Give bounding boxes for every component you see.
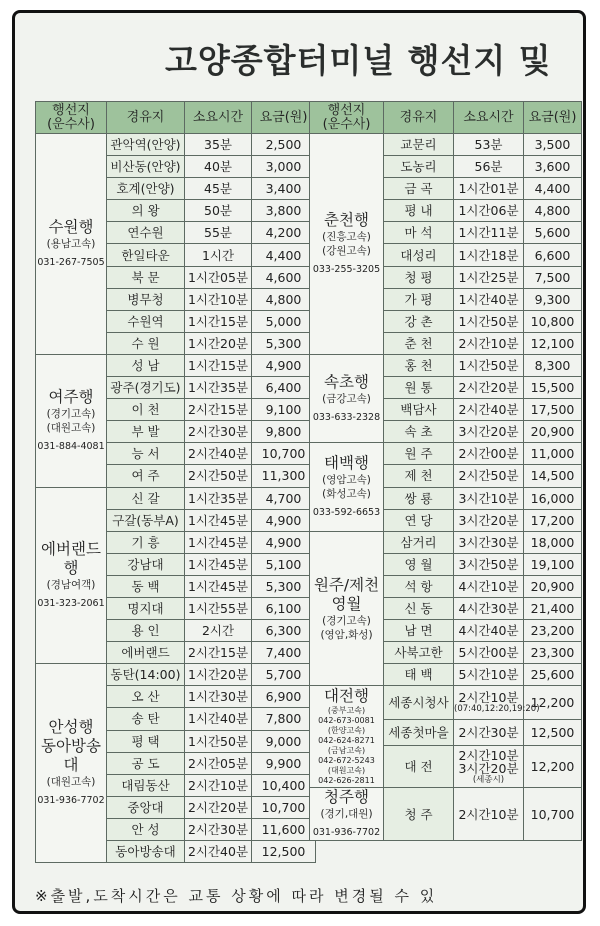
fare: 21,400 — [524, 597, 582, 619]
via-stop: 관악역(안양) — [107, 134, 185, 156]
destination-name: 원주/제천 — [313, 575, 380, 594]
via-stop: 교문리 — [384, 134, 454, 156]
travel-time: 4시간30분 — [454, 597, 524, 619]
travel-time: 50분 — [185, 200, 252, 222]
travel-time: 2시간05분 — [185, 752, 252, 774]
fare: 17,500 — [524, 399, 582, 421]
via-stop: 청 평 — [384, 266, 454, 288]
via-stop: 용 인 — [107, 620, 185, 642]
via-stop: 중앙대 — [107, 796, 185, 818]
via-stop: 대림동산 — [107, 774, 185, 796]
fare: 8,300 — [524, 354, 582, 376]
travel-time: 1시간40분 — [454, 288, 524, 310]
via-stop: 신 동 — [384, 597, 454, 619]
travel-time: 2시간10분 — [454, 332, 524, 354]
operator-name: (경남여객) — [46, 578, 96, 591]
travel-time: 2시간40분 — [185, 443, 252, 465]
via-stop: 에버랜드 — [107, 642, 185, 664]
travel-time: 1시간55분 — [185, 597, 252, 619]
fare: 5,300 — [252, 575, 316, 597]
destination-header: 행선지 (운수사) — [310, 102, 384, 134]
table-row — [36, 664, 316, 686]
fare: 4,800 — [524, 200, 582, 222]
travel-time-value: 2시간10분 — [458, 690, 519, 706]
destination-name: 수원행 — [48, 217, 94, 236]
fare: 20,900 — [524, 421, 582, 443]
travel-time: 2시간20분 — [454, 377, 524, 399]
travel-time: 1시간10분 — [185, 288, 252, 310]
via-stop: 동 백 — [107, 575, 185, 597]
via-stop: 영 월 — [384, 553, 454, 575]
travel-time: 2시간50분 — [454, 465, 524, 487]
fare: 3,800 — [252, 200, 316, 222]
fare: 11,300 — [252, 465, 316, 487]
destination-header: 행선지 (운수사) — [36, 102, 107, 134]
travel-time: 1시간15분 — [185, 310, 252, 332]
travel-time: 2시간10분 — [454, 788, 524, 841]
via-stop: 평 내 — [384, 200, 454, 222]
destination-cell — [310, 531, 384, 686]
travel-time: 3시간20분 — [454, 421, 524, 443]
via-stop: 오 산 — [107, 686, 185, 708]
destination-name: 동아방송대 — [41, 737, 101, 775]
operator-name: (영암고속) — [322, 474, 371, 486]
fare: 5,100 — [252, 553, 316, 575]
destination-cell — [310, 354, 384, 442]
via-stop: 세종시청사 — [384, 686, 454, 720]
via-stop: 백담사 — [384, 399, 454, 421]
via-stop: 삼거리 — [384, 531, 454, 553]
time-note: (07:40,12:20,19:20) — [454, 704, 540, 715]
table-row — [310, 788, 582, 841]
fare: 10,700 — [252, 443, 316, 465]
via-stop: 춘 천 — [384, 332, 454, 354]
via-stop: 이 천 — [107, 399, 185, 421]
fare: 10,400 — [252, 774, 316, 796]
travel-time — [454, 720, 524, 746]
travel-time: 2시간15분 — [185, 399, 252, 421]
fare: 12,500 — [252, 841, 316, 863]
operator-name: (강원고속) — [322, 244, 371, 257]
travel-time: 2시간10분 — [185, 774, 252, 796]
fare: 5,000 — [252, 310, 316, 332]
operator-name: (화성고속) — [322, 488, 371, 500]
phone-number: 031-936-7702 — [37, 795, 105, 807]
fare: 5,700 — [252, 664, 316, 686]
travel-time: 1시간35분 — [185, 377, 252, 399]
travel-time: 1시간01분 — [454, 178, 524, 200]
travel-time: 2시간 — [185, 620, 252, 642]
fare: 23,200 — [524, 620, 582, 642]
via-stop: 한일타운 — [107, 244, 185, 266]
travel-time: 2시간30분 — [185, 421, 252, 443]
destination-name: 대전행 — [324, 687, 369, 706]
fare: 3,600 — [524, 156, 582, 178]
via-stop: 구갈(동부A) — [107, 509, 185, 531]
via-stop: 속 초 — [384, 421, 454, 443]
fare: 7,400 — [252, 642, 316, 664]
via-stop: 수 원 — [107, 332, 185, 354]
destination-name: 여주행 — [48, 387, 94, 406]
operator-contact: 042-626-2811 — [318, 776, 375, 786]
travel-time: 1시간50분 — [454, 354, 524, 376]
operator-contact: (대원고속) — [327, 766, 366, 776]
fare: 5,600 — [524, 222, 582, 244]
fare: 4,600 — [252, 266, 316, 288]
fare: 6,300 — [252, 620, 316, 642]
via-stop: 동탄(14:00) — [107, 664, 185, 686]
fare: 4,900 — [252, 354, 316, 376]
fare: 12,200 — [524, 746, 582, 788]
travel-time: 2시간40분 — [185, 841, 252, 863]
travel-time: 1시간 — [185, 244, 252, 266]
destination-cell — [310, 134, 384, 355]
fare: 11,600 — [252, 818, 316, 840]
phone-number: 031-267-7505 — [37, 256, 105, 268]
fare: 16,000 — [524, 487, 582, 509]
travel-time: 1시간50분 — [185, 730, 252, 752]
fare: 3,400 — [252, 178, 316, 200]
travel-time: 3시간20분 — [454, 509, 524, 531]
fare: 4,900 — [252, 531, 316, 553]
travel-time: 1시간25분 — [454, 266, 524, 288]
travel-time: 1시간50분 — [454, 310, 524, 332]
travel-time: 1시간40분 — [185, 708, 252, 730]
fare: 9,000 — [252, 730, 316, 752]
via-stop: 제 천 — [384, 465, 454, 487]
fare: 23,300 — [524, 642, 582, 664]
fare: 4,700 — [252, 487, 316, 509]
travel-time-value: 3시간20분 — [458, 760, 519, 776]
travel-time: 1시간45분 — [185, 575, 252, 597]
via-stop: 대성리 — [384, 244, 454, 266]
travel-time-value: 2시간10분 — [458, 747, 519, 763]
operator-name: (영암,화성) — [320, 628, 373, 641]
operator-name: (금강고속) — [322, 392, 371, 405]
fare: 10,800 — [524, 310, 582, 332]
travel-time: 56분 — [454, 156, 524, 178]
fare: 15,500 — [524, 377, 582, 399]
operator-name: (대원고속) — [46, 421, 96, 434]
fare: 18,000 — [524, 531, 582, 553]
fare: 9,800 — [252, 421, 316, 443]
schedule-board — [12, 10, 586, 914]
destination-name: 에버랜드행 — [41, 539, 101, 577]
table-row — [310, 531, 582, 553]
fare: 4,800 — [252, 288, 316, 310]
travel-time: 1시간30분 — [185, 686, 252, 708]
left-fare-table — [35, 101, 316, 863]
destination-name: 춘천행 — [324, 210, 369, 229]
fare: 4,900 — [252, 509, 316, 531]
operator-contact: 042-672-5243 — [318, 756, 375, 766]
via-stop: 연 당 — [384, 509, 454, 531]
phone-number: 031-323-2061 — [37, 597, 105, 609]
via-stop: 평 택 — [107, 730, 185, 752]
via-stop: 비산동(안양) — [107, 156, 185, 178]
via-stop: 대 전 — [384, 746, 454, 788]
via-stop: 마 석 — [384, 222, 454, 244]
travel-time: 5시간00분 — [454, 642, 524, 664]
phone-number: 031-936-7702 — [312, 827, 381, 839]
phone-number: 033-592-6653 — [312, 507, 381, 518]
travel-time: 2시간00분 — [454, 443, 524, 465]
travel-time: 35분 — [185, 134, 252, 156]
via-header: 경유지 — [107, 102, 185, 134]
table-row — [36, 354, 316, 376]
travel-time: 1시간45분 — [185, 531, 252, 553]
via-stop: 쌍 룡 — [384, 487, 454, 509]
via-stop: 원 주 — [384, 443, 454, 465]
destination-cell — [310, 686, 384, 788]
via-stop: 부 발 — [107, 421, 185, 443]
header-row — [36, 102, 316, 134]
operator-name: (경기,대원) — [320, 808, 373, 821]
travel-time: 53분 — [454, 134, 524, 156]
travel-time: 55분 — [185, 222, 252, 244]
fare: 2,500 — [252, 134, 316, 156]
fare: 9,300 — [524, 288, 582, 310]
fare: 3,000 — [252, 156, 316, 178]
footer-note: ※출발,도착시간은 교통 상황에 따라 변경될 수 있 — [35, 887, 438, 905]
travel-time: 1시간20분 — [185, 332, 252, 354]
via-stop: 광주(경기도) — [107, 377, 185, 399]
table-row — [36, 487, 316, 509]
via-stop: 세종첫마을 — [384, 720, 454, 746]
via-stop: 사북고한 — [384, 642, 454, 664]
via-stop: 북 문 — [107, 266, 185, 288]
via-stop: 송 탄 — [107, 708, 185, 730]
travel-time: 1시간20분 — [185, 664, 252, 686]
travel-time: 3시간30분 — [454, 531, 524, 553]
via-stop: 남 면 — [384, 620, 454, 642]
via-stop: 수원역 — [107, 310, 185, 332]
table-row — [310, 443, 582, 465]
travel-time: 4시간40분 — [454, 620, 524, 642]
travel-time-value: 2시간30분 — [458, 725, 519, 741]
fare: 11,000 — [524, 443, 582, 465]
via-stop: 안 성 — [107, 818, 185, 840]
fare: 25,600 — [524, 664, 582, 686]
fare-header: 요금(원) — [252, 102, 316, 134]
via-stop: 원 통 — [384, 377, 454, 399]
operator-name: (용남고속) — [46, 237, 96, 250]
travel-time: 2시간40분 — [454, 399, 524, 421]
via-stop: 동아방송대 — [107, 841, 185, 863]
destination-name: 영월 — [331, 594, 362, 613]
fare: 6,400 — [252, 377, 316, 399]
duration-header: 소요시간 — [185, 102, 252, 134]
fare: 4,200 — [252, 222, 316, 244]
travel-time: 4시간10분 — [454, 575, 524, 597]
header-row — [310, 102, 582, 134]
fare: 7,500 — [524, 266, 582, 288]
travel-time: 40분 — [185, 156, 252, 178]
travel-time: 2시간15분 — [185, 642, 252, 664]
via-stop: 여 주 — [107, 465, 185, 487]
via-stop: 공 도 — [107, 752, 185, 774]
via-stop: 태 백 — [384, 664, 454, 686]
fare: 12,100 — [524, 332, 582, 354]
fare: 14,500 — [524, 465, 582, 487]
travel-time: 45분 — [185, 178, 252, 200]
fare: 4,400 — [524, 178, 582, 200]
fare: 19,100 — [524, 553, 582, 575]
travel-time: 2시간50분 — [185, 465, 252, 487]
travel-time: 1시간18분 — [454, 244, 524, 266]
fare: 5,300 — [252, 332, 316, 354]
travel-time — [454, 746, 524, 788]
operator-contact: 042-624-8271 — [318, 736, 375, 746]
travel-time: 2시간20분 — [185, 796, 252, 818]
destination-name: 안성행 — [48, 718, 94, 737]
fare: 10,700 — [524, 788, 582, 841]
fare: 10,700 — [252, 796, 316, 818]
fare: 9,900 — [252, 752, 316, 774]
destination-name: 태백행 — [324, 454, 369, 472]
operator-name: (경기고속) — [322, 614, 371, 627]
travel-time: 1시간35분 — [185, 487, 252, 509]
table-row — [310, 354, 582, 376]
destination-name: 청주행 — [324, 788, 369, 807]
travel-time: 1시간15분 — [185, 354, 252, 376]
destination-cell — [36, 354, 107, 487]
right-fare-table — [309, 101, 582, 841]
operator-name: (경기고속) — [46, 407, 96, 420]
via-stop: 신 갈 — [107, 487, 185, 509]
fare: 12,200 — [524, 686, 582, 720]
operator-contact: (중부고속) — [327, 706, 366, 716]
fare: 6,600 — [524, 244, 582, 266]
travel-time: 2시간30분 — [185, 818, 252, 840]
travel-time: 1시간45분 — [185, 553, 252, 575]
via-stop: 금 곡 — [384, 178, 454, 200]
fare: 7,800 — [252, 708, 316, 730]
destination-cell — [36, 664, 107, 863]
travel-time: 1시간11분 — [454, 222, 524, 244]
fare: 9,100 — [252, 399, 316, 421]
travel-time: 1시간05분 — [185, 266, 252, 288]
travel-time: 3시간10분 — [454, 487, 524, 509]
fare: 3,500 — [524, 134, 582, 156]
via-stop: 연수원 — [107, 222, 185, 244]
via-header: 경유지 — [384, 102, 454, 134]
table-row — [36, 134, 316, 156]
via-stop: 도농리 — [384, 156, 454, 178]
phone-number: 033-255-3205 — [312, 263, 381, 275]
via-stop: 강남대 — [107, 553, 185, 575]
travel-time: 5시간10분 — [454, 664, 524, 686]
via-stop: 능 서 — [107, 443, 185, 465]
fare-header: 요금(원) — [524, 102, 582, 134]
phone-number: 031-884-4081 — [37, 440, 105, 452]
travel-time — [454, 686, 540, 720]
via-stop: 병무청 — [107, 288, 185, 310]
travel-time: 1시간06분 — [454, 200, 524, 222]
travel-time: 1시간45분 — [185, 509, 252, 531]
operator-name: (대원고속) — [46, 776, 96, 789]
via-stop: 가 평 — [384, 288, 454, 310]
destination-cell — [310, 443, 384, 531]
via-stop: 청 주 — [384, 788, 454, 841]
operator-name: (진흥고속) — [322, 230, 371, 243]
via-stop: 호계(안양) — [107, 178, 185, 200]
fare: 20,900 — [524, 575, 582, 597]
destination-cell — [36, 134, 107, 355]
via-stop: 석 항 — [384, 575, 454, 597]
time-note: (세종시) — [472, 774, 505, 785]
fare: 17,200 — [524, 509, 582, 531]
via-stop: 강 촌 — [384, 310, 454, 332]
via-stop: 의 왕 — [107, 200, 185, 222]
destination-cell — [310, 788, 384, 841]
fare: 12,500 — [524, 720, 582, 746]
operator-contact: (한양고속) — [327, 726, 366, 736]
operator-contact: (금남고속) — [327, 746, 366, 756]
fare: 6,100 — [252, 597, 316, 619]
via-stop: 성 남 — [107, 354, 185, 376]
table-row — [310, 686, 582, 720]
table-row — [310, 134, 582, 156]
via-stop: 명지대 — [107, 597, 185, 619]
operator-contact: 042-673-0081 — [318, 716, 375, 726]
via-stop: 기 흥 — [107, 531, 185, 553]
page-title: 고양종합터미널 행선지 및 — [165, 41, 552, 80]
destination-name: 속초행 — [324, 372, 369, 391]
via-stop: 홍 천 — [384, 354, 454, 376]
fare: 4,400 — [252, 244, 316, 266]
duration-header: 소요시간 — [454, 102, 524, 134]
phone-number: 033-633-2328 — [312, 411, 381, 423]
fare: 6,900 — [252, 686, 316, 708]
destination-cell — [36, 487, 107, 664]
travel-time: 3시간50분 — [454, 553, 524, 575]
